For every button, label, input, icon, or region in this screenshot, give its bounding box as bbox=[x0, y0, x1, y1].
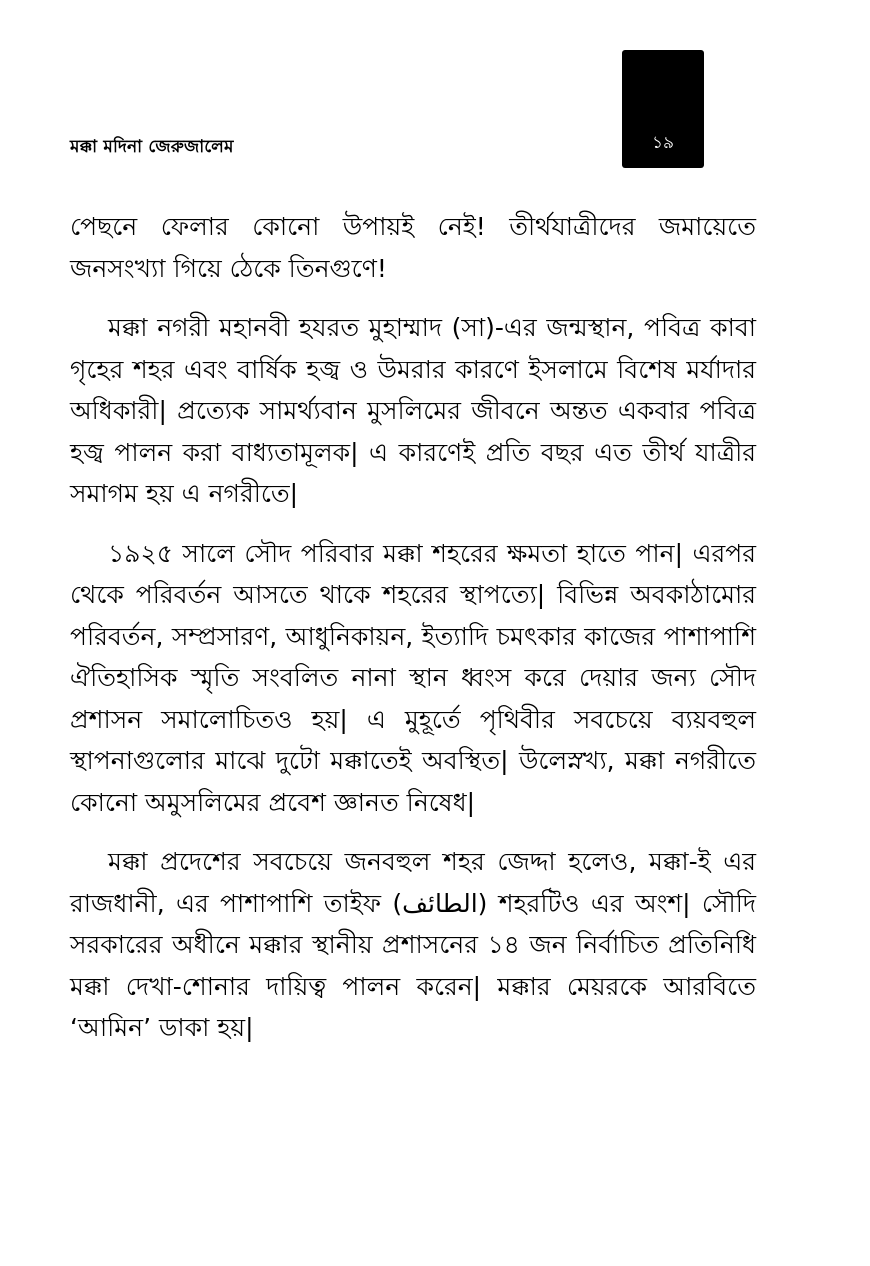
page-number: ১৯ bbox=[651, 133, 675, 153]
body-text bbox=[70, 206, 756, 1067]
paragraph-continuation: পেছনে ফেলার কোনো উপায়ই নেই! তীর্থযাত্রীদের জমায়েতে জনসংখ্যা গিয়ে ঠেকে তিনগুণে! bbox=[70, 212, 756, 283]
page-number-tab bbox=[622, 50, 704, 168]
paragraph-saud-rule: ১৯২৫ সালে সৌদ পরিবার মক্কা শহরের ক্ষমতা হাতে পান| এরপর থেকে পরিবর্তন আসতে থাকে শহরের স্থাপত্যে| বিভিন্ন অবকাঠামোর পরিবর্তন, সম্প্রসারণ, আধুনিকায়ন, ইত্যাদি চমৎকার কাজের পাশাপাশি ঐতিহাসিক স্মৃতি সংবলিত নানা স্থান ধ্বংস করে দেয়ার জন্য সৌদ প্রশাসন সমালোচিতও হয়| এ মুহূর্তে পৃথিবীর সবচেয়ে ব্যয়বহুল স্থাপনাগুলোর মাঝে দুটো মক্কাতেই অবস্থিত| উলেস্নখ্য, মক্কা নগরীতে কোনো অমুসলিমের প্রবেশ জ্ঞানত নিষেধ| bbox=[70, 538, 756, 817]
paragraph-mecca-province: মক্কা প্রদেশের সবচেয়ে জনবহুল শহর জেদ্দা হলেও, মক্কা-ই এর রাজধানী, এর পাশাপাশি তাইফ (الطائف) শহরটিও এর অংশ| সৌদি সরকারের অধীনে মক্কার স্থানীয় প্রশাসনের ১৪ জন নির্বাচিত প্রতিনিধি মক্কা দেখা-শোনার দায়িত্ব পালন করেন| মক্কার মেয়রকে আরবিতে ‘আমিন’ ডাকা হয়| bbox=[70, 847, 756, 1042]
running-head-book-title: মক্কা মদিনা জেরুজালেম bbox=[70, 137, 234, 157]
paragraph-mecca-significance: মক্কা নগরী মহানবী হযরত মুহাম্মাদ (সা)-এর জন্মস্থান, পবিত্র কাবা গৃহের শহর এবং বার্ষিক হজ্ব ও উমরার কারণে ইসলামে বিশেষ মর্যাদার অধিকারী| প্রত্যেক সামর্থ্যবান মুসলিমের জীবনে অন্তত একবার পবিত্র হজ্ব পালন করা বাধ্যতামূলক| এ কারণেই প্রতি বছর এত তীর্থ যাত্রীর সমাগম হয় এ নগরীতে| bbox=[70, 313, 756, 508]
